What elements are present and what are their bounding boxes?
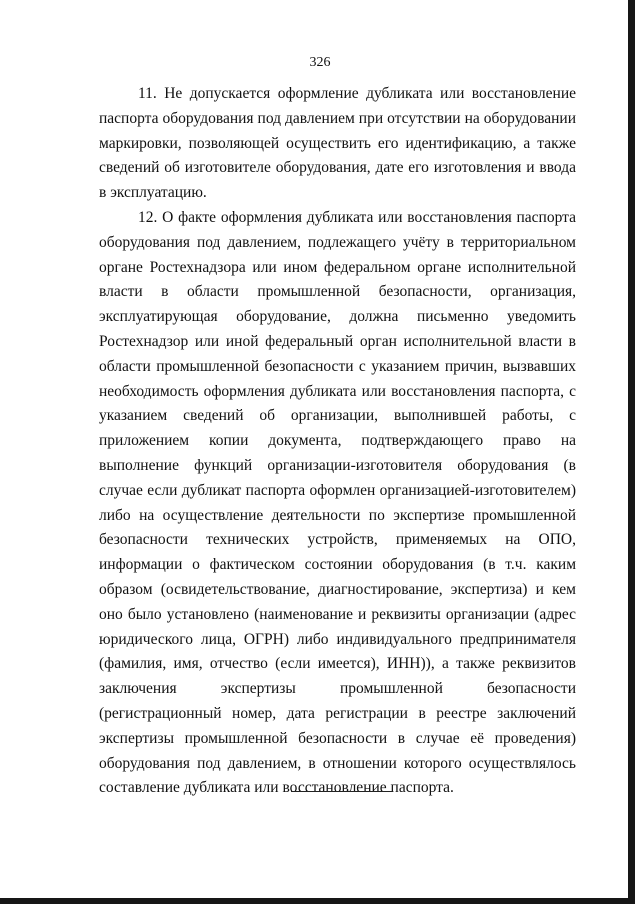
end-of-text-rule (291, 791, 393, 792)
paragraph-12: 12. О факте оформления дубликата или восстановления паспорта оборудования под давлением, подлежащего учёту в территориальном органе Ростехнадзора или ином федеральном органе исполнительной власти в области промышленной безопасности, организация, эксплуатирующая оборудование, должна письменно уведомить Ростехнадзор или иной федеральный орган исполнительной власти в области промышленной безопасности с указанием причин, вызвавших необходимость оформления дубликата или восстановления паспорта, с указанием сведений об организации, выполнившей работы, с приложением копии документа, подтверждающего право на выполнение функций организации-изготовителя оборудования (в случае если дубликат паспорта оформлен организацией-изготовителем) либо на осуществление деятельности по экспертизе промышленной безопасности технических устройств, применяемых на ОПО, информации о фактическом состоянии оборудования (в т.ч. каким образом (освидетельствование, диагностирование, экспертиза) и кем оно было установлено (наименование и реквизиты организации (адрес юридического лица, ОГРН) либо индивидуального предпринимателя (фамилия, имя, отчество (если имеется), ИНН)), а также реквизитов заключения экспертизы промышленной безопасности (регистрационный номер, дата регистрации в реестре заключений экспертизы промышленной безопасности в случае её проведения) оборудования под давлением, в отношении которого осуществлялось составление дубликата или восстановление паспорта. (99, 208, 576, 797)
document-body (99, 82, 576, 801)
paragraph-11: 11. Не допускается оформление дубликата или восстановление паспорта оборудования под давлением при отсутствии на оборудовании маркировки, позволяющей осуществить его идентификацию, а также сведений об изготовителе оборудования, дате его изготовления и ввода в эксплуатацию. (99, 85, 576, 202)
page-number: 326 (309, 55, 331, 70)
